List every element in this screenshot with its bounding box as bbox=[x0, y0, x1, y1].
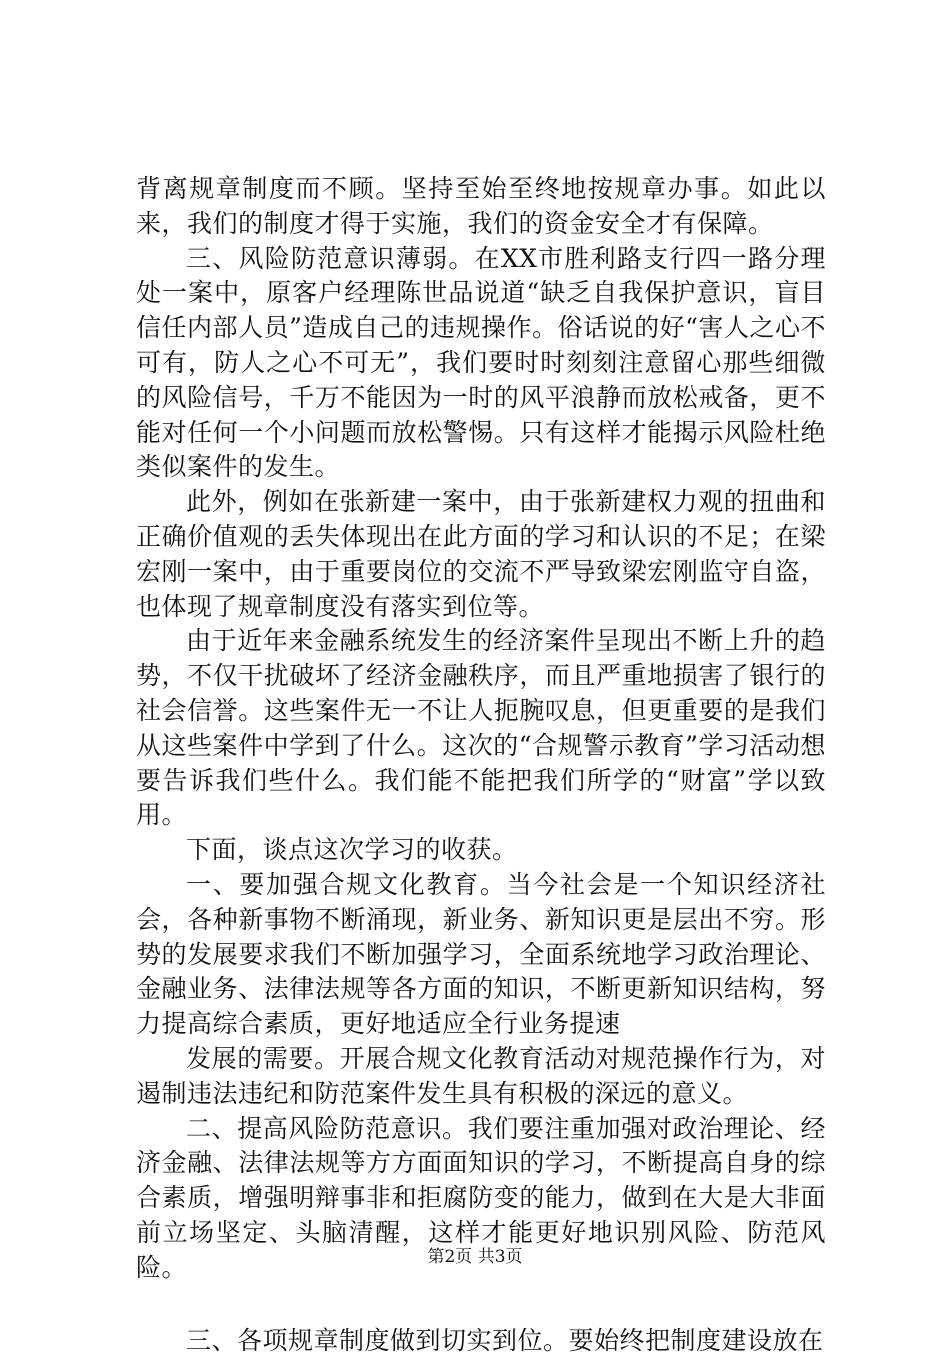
paragraph-7: 发展的需要。开展合规文化教育活动对规范操作行为，对遏制违法违纪和防范案件发生具有积极的深远的意义。 bbox=[136, 1042, 826, 1112]
page-number-footer: 第2页 共3页 bbox=[0, 1242, 950, 1267]
paragraph-2: 三、风险防范意识薄弱。在XX市胜利路支行四一路分理处一案中，原客户经理陈世品说道“缺乏自我保护意识，盲目信任内部人员”造成自己的违规操作。俗话说的好“害人之心不可有，防人之心不可无”，我们要时时刻刻注意留心那些细微的风险信号，千万不能因为一时的风平浪静而放松戒备，更不能对任何一个小问题而放松警惕。只有这样才能揭示风险杜绝类似案件的发生。 bbox=[136, 242, 826, 486]
paragraph-1: 背离规章制度而不顾。坚持至始至终地按规章办事。如此以来，我们的制度才得于实施，我们的资金安全才有保障。 bbox=[136, 172, 826, 242]
paragraph-6: 一、要加强合规文化教育。当今社会是一个知识经济社会，各种新事物不断涌现，新业务、新知识更是层出不穷。形势的发展要求我们不断加强学习，全面系统地学习政治理论、金融业务、法律法规等各方面的知识，不断更新知识结构，努力提高综合素质，更好地适应全行业务提速 bbox=[136, 868, 826, 1042]
paragraph-8: 二、提高风险防范意识。我们要注重加强对政治理论、经济金融、法律法规等方方面面知识的学习，不断提高自身的综合素质，增强明辩事非和拒腐防变的能力，做到在大是大非面前立场坚定、头脑清醒，这样才能更好地识别风险、防范风险。 bbox=[136, 1112, 826, 1286]
document-body bbox=[136, 172, 826, 1358]
paragraph-4: 由于近年来金融系统发生的经济案件呈现出不断上升的趋势，不仅干扰破坏了经济金融秩序，而且严重地损害了银行的社会信誉。这些案件无一不让人扼腕叹息，但更重要的是我们从这些案件中学到了什么。这次的“合规警示教育”学习活动想要告诉我们些什么。我们能不能把我们所学的“财富”学以致用。 bbox=[136, 624, 826, 833]
paragraph-9: 三、各项规章制度做到切实到位。要始终把制度建设放在 bbox=[136, 1324, 826, 1358]
paragraph-3: 此外，例如在张新建一案中，由于张新建权力观的扭曲和正确价值观的丢失体现出在此方面的学习和认识的不足；在梁宏刚一案中，由于重要岗位的交流不严导致梁宏刚监守自盗，也体现了规章制度没有落实到位等。 bbox=[136, 485, 826, 624]
paragraph-5: 下面，谈点这次学习的收获。 bbox=[136, 833, 826, 868]
